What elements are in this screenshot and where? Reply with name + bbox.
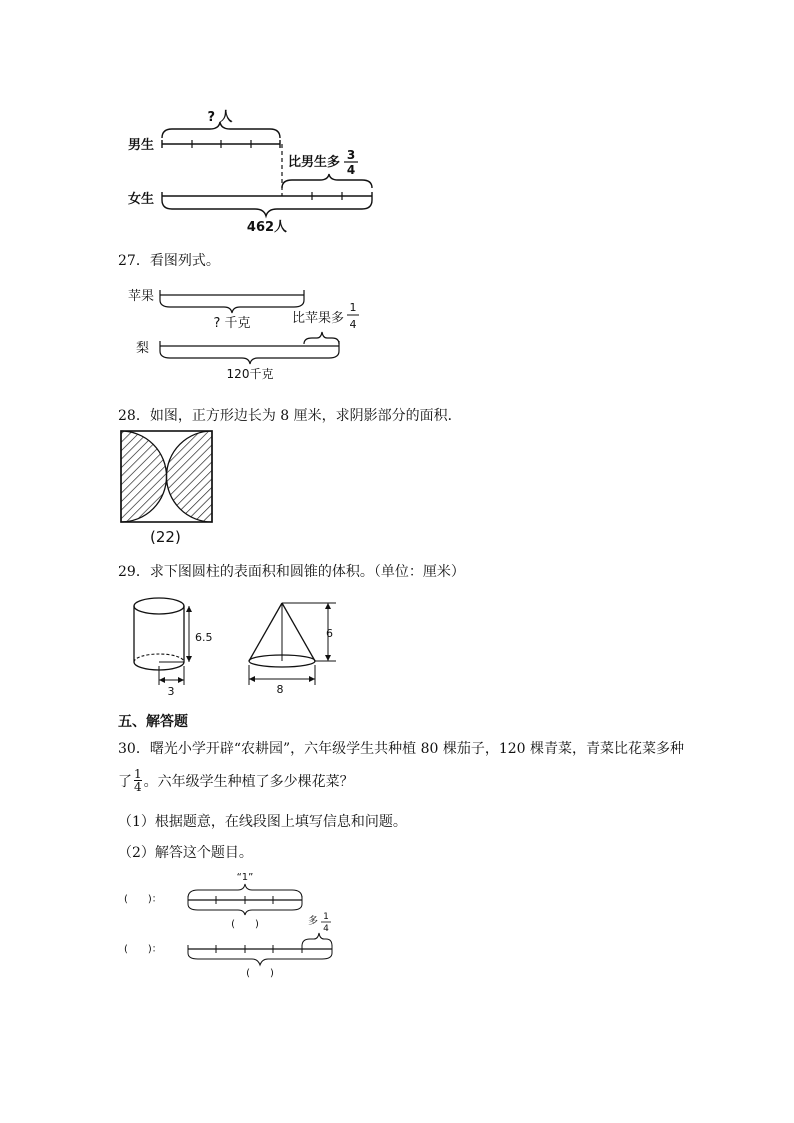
boys-top-brace: [162, 122, 280, 138]
total-label: 462人: [246, 220, 288, 235]
boys-question-label: ? 人: [207, 110, 233, 125]
cone-height-label: 6: [326, 627, 333, 640]
more-frac-num: 3: [346, 148, 356, 162]
cylinder-figure: [125, 590, 225, 700]
cylinder-height-label: 6.5: [195, 631, 213, 644]
square-shaded-figure: [118, 428, 218, 528]
q30-sub1: （1）根据题意，在线段图上填写信息和问题。: [118, 814, 407, 830]
cylinder-radius-label: 3: [167, 685, 175, 698]
girls-total-brace: [162, 200, 372, 216]
q27-frac-den: 4: [349, 318, 357, 331]
cone-figure: [240, 595, 350, 695]
section-title: 五、解答题: [118, 714, 188, 730]
apple-label: 苹果: [128, 289, 155, 304]
segment-diagram-vegetables: [118, 868, 358, 983]
pear-extra-brace: [304, 332, 339, 344]
apple-question-label: ? 千克: [213, 316, 251, 331]
row2-frac-den: 4: [323, 924, 329, 934]
q27-text: 27．看图列式。: [118, 253, 220, 269]
row1-blank: ( )：: [124, 894, 162, 905]
q30-line2-prefix: 了: [118, 773, 132, 790]
q28-text: 28．如图，正方形边长为 8 厘米，求阴影部分的面积．: [118, 408, 462, 424]
q30-fraction: [134, 768, 142, 793]
q30-line2-suffix: 。六年级学生种植了多少棵花菜？: [143, 773, 354, 790]
q30-frac-den: 4: [134, 780, 142, 794]
pear-label: 梨: [136, 341, 150, 356]
segment-diagram-apple-pear: [118, 280, 378, 390]
one-label: “1”: [236, 872, 254, 883]
more-label: 多: [308, 916, 318, 927]
cone-diameter-label: 8: [276, 683, 284, 695]
pear-total-label: 120千克: [226, 367, 274, 381]
q30-line2: [118, 768, 354, 793]
row1-bottom-brace: [188, 904, 302, 915]
figure-caption: (22): [150, 528, 181, 546]
row2-bottom-blank: ( ): [246, 968, 274, 979]
q30-line1: 30．曙光小学开辟“农耕园”，六年级学生共种植 80 棵茄子，120 棵青菜，青菜比花菜多种: [118, 741, 685, 757]
row2-bottom-brace: [188, 953, 332, 965]
girls-label: 女生: [128, 192, 155, 207]
pear-total-brace: [160, 351, 339, 364]
row2-blank: ( )：: [124, 944, 162, 955]
more-than-apple-label: 比苹果多: [292, 311, 345, 326]
boys-label: 男生: [128, 138, 155, 153]
segment-diagram-boys-girls: [110, 100, 400, 240]
row1-bottom-blank: ( ): [231, 919, 259, 930]
apple-brace: [160, 300, 304, 313]
q27-frac-num: 1: [349, 301, 357, 314]
row2-frac-num: 1: [323, 912, 329, 922]
girls-extra-brace: [282, 174, 372, 188]
right-shaded-semicircle: [167, 431, 213, 522]
q30-frac-num: 1: [134, 767, 142, 781]
left-shaded-semicircle: [121, 431, 167, 522]
more-frac-den: 4: [346, 163, 356, 177]
q30-sub2: （2）解答这个题目。: [118, 845, 253, 861]
q29-text: 29．求下图圆柱的表面积和圆锥的体积。（单位：厘米）: [118, 564, 465, 580]
row1-top-brace: [188, 884, 302, 898]
more-than-boys-label: 比男生多: [288, 155, 341, 170]
row2-extra-brace: [302, 933, 332, 946]
